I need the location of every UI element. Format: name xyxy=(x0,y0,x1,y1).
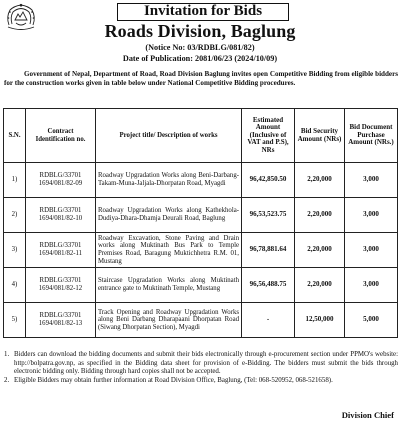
row-contract-id: RDBLG/33701 1694/081/82-10 xyxy=(26,198,96,233)
row-sn: 4) xyxy=(4,268,26,303)
note-item xyxy=(4,377,398,386)
row-contract-id: RDBLG/33701 1694/081/82-09 xyxy=(26,163,96,198)
header-estimate: Estimated Amount (Inclusive of VAT and P.S), NRs xyxy=(242,109,295,163)
note-text: Eligible Bidders may obtain further information at Road Division Office, Baglung, (Tel: 068-520952, 068-521658). xyxy=(14,376,333,384)
note-item xyxy=(4,351,398,377)
row-description: Roadway Excavation, Stone Paving and Drain works along Muktinath Bus Park to Temple Premises Road, Baragung Muktichhetra R.M. 01, Mustang xyxy=(96,233,242,268)
publication-date: Date of Publication: 2081/06/23 (2024/10/09) xyxy=(122,54,278,63)
row-estimate: 96,42,850.50 xyxy=(242,163,295,198)
row-sn: 2) xyxy=(4,198,26,233)
row-estimate: - xyxy=(242,303,295,338)
header-security: Bid Security Amount (NRs) xyxy=(295,109,345,163)
row-description: Roadway Upgradation Works along Kathekhola-Dudiya-Dhara-Dhamja Deurali Road, Baglung xyxy=(96,198,242,233)
row-security: 12,50,000 xyxy=(295,303,345,338)
row-contract-id: RDBLG/33701 1694/081/82-13 xyxy=(26,303,96,338)
header-sn: S.N. xyxy=(4,109,26,163)
row-document: 3,000 xyxy=(345,233,398,268)
row-security: 2,20,000 xyxy=(295,163,345,198)
row-description: Staircase Upgradation Works along Muktinath entrance gate to Muktinath Temple, Mustang xyxy=(96,268,242,303)
row-contract-id: RDBLG/33701 1694/081/82-12 xyxy=(26,268,96,303)
row-sn: 1) xyxy=(4,163,26,198)
notes-section xyxy=(4,351,398,385)
row-sn: 5) xyxy=(4,303,26,338)
office-name: Roads Division, Baglung xyxy=(104,21,296,41)
page-title: Invitation for Bids xyxy=(117,3,289,21)
row-sn: 3) xyxy=(4,233,26,268)
table-header-row xyxy=(4,109,398,163)
intro-paragraph: Government of Nepal, Department of Road, Road Division Baglung invites open Competitive Bidding from eligible bidders for the construction works given in table below under National Competitive Bidding procedures. xyxy=(4,70,398,87)
bids-table xyxy=(3,108,398,338)
row-description: Track Opening and Roadway Upgradation Works along Beni Darbang Dharapaani Dhorpatan Road (Siwang Dhorpatan Section), Myagdi xyxy=(96,303,242,338)
notice-number: (Notice No: 03/RDBLG/081/82) xyxy=(145,43,255,52)
header-document: Bid Document Purchase Amount (NRs.) xyxy=(345,109,398,163)
signature-title: Division Chief xyxy=(341,410,394,420)
row-security: 2,20,000 xyxy=(295,233,345,268)
table-row xyxy=(4,163,398,198)
row-security: 2,20,000 xyxy=(295,198,345,233)
row-description: Roadway Upgradation Works along Beni-Darbang-Takam-Muna-Jaljala-Dhorpatan Road, Myagdi xyxy=(96,163,242,198)
row-document: 3,000 xyxy=(345,198,398,233)
table-row xyxy=(4,233,398,268)
row-document: 3,000 xyxy=(345,163,398,198)
row-document: 3,000 xyxy=(345,268,398,303)
table-row xyxy=(4,303,398,338)
row-security: 2,20,000 xyxy=(295,268,345,303)
row-contract-id: RDBLG/33701 1694/081/82-11 xyxy=(26,233,96,268)
header-contract-id: Contract Identification no. xyxy=(26,109,96,163)
row-estimate: 96,78,881.64 xyxy=(242,233,295,268)
row-estimate: 96,53,523.75 xyxy=(242,198,295,233)
table-row xyxy=(4,268,398,303)
table-row xyxy=(4,198,398,233)
row-document: 5,000 xyxy=(345,303,398,338)
header-description: Project title/ Description of works xyxy=(96,109,242,163)
note-number: 2. xyxy=(4,376,10,384)
row-estimate: 96,56,488.75 xyxy=(242,268,295,303)
note-text: Bidders can download the bidding documents and submit their bids electronically through e-procurement section under PPMO's website: http://bolpatra.gov.np, as specified in the Bidding data sheet for provision of e-Bidding. The bidders must submit the bids through electronic bidding only. Bidding through hard copies shall not be accepted. xyxy=(14,351,398,376)
note-number: 1. xyxy=(4,351,10,358)
